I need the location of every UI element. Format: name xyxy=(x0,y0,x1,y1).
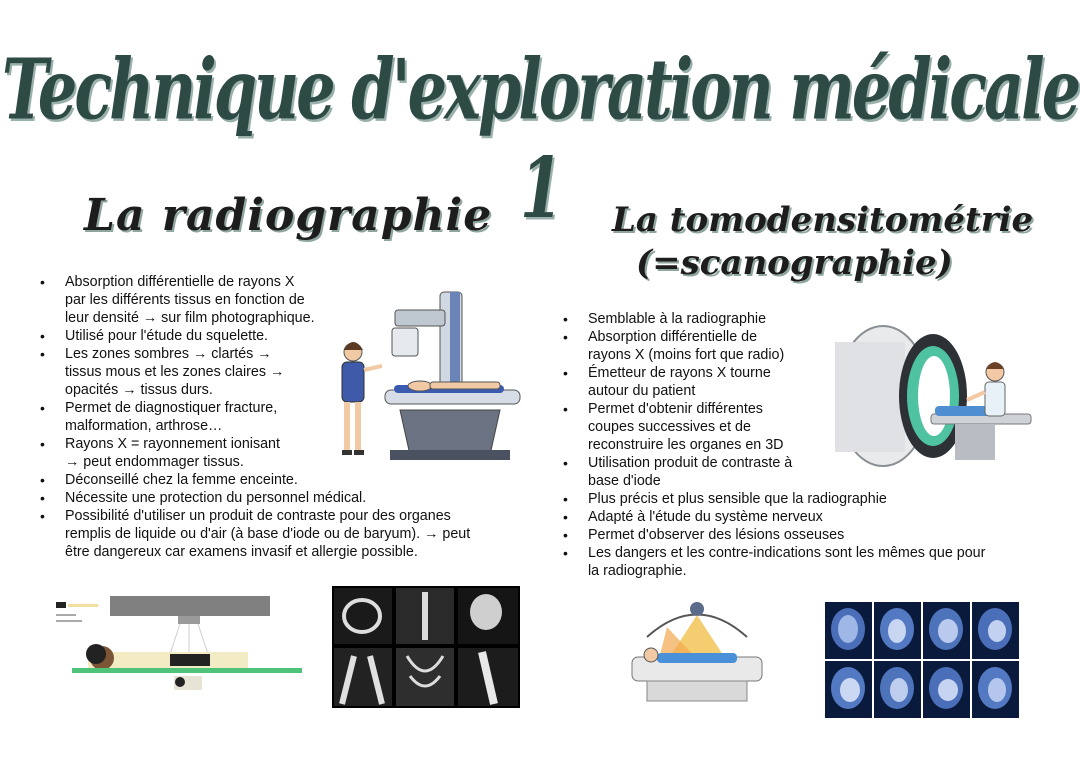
bullet-line: Les dangers et les contre-indications sont les mêmes que pour xyxy=(588,545,986,561)
bullet-line: Absorption différentielle de rayons X xyxy=(65,274,295,290)
bullet-line: Possibilité d'utiliser un produit de contraste pour des organes xyxy=(65,508,451,524)
bullet-line: Les zones sombres → clartés → xyxy=(65,346,272,362)
heading-tomodensitometrie: La tomodensitométrie xyxy=(612,200,1034,240)
bullet-line: opacités → tissus durs. xyxy=(65,382,213,398)
bullet-line: Rayons X = rayonnement ionisant xyxy=(65,436,280,452)
bullet-line: Permet d'obtenir différentes xyxy=(588,401,763,417)
bullet-line: Nécessite une protection du personnel médical. xyxy=(65,490,367,506)
list-item xyxy=(40,507,530,561)
list-item xyxy=(563,490,1053,508)
xray-machine-illustration xyxy=(330,290,530,465)
bullet-line: Plus précis et plus sensible que la radiographie xyxy=(588,491,887,507)
bullet-line: par les différents tissus en fonction de xyxy=(65,292,305,308)
list-item xyxy=(563,508,1053,526)
bullet-line: Adapté à l'étude du système nerveux xyxy=(588,509,823,525)
bullet-line: coupes successives et de xyxy=(588,419,751,435)
bullet-line: reconstruire les organes en 3D xyxy=(588,437,784,453)
bullet-line: Semblable à la radiographie xyxy=(588,311,767,327)
ct-scanner-illustration xyxy=(835,322,1035,470)
list-item xyxy=(563,526,1053,544)
bullet-line: remplis de liquide ou d'air (à base d'iode ou de baryum). → peut xyxy=(65,526,471,542)
heading-scanographie: (=scanographie) xyxy=(636,243,953,283)
bullet-line: Émetteur de rayons X tourne xyxy=(588,365,771,381)
bullet-line: autour du patient xyxy=(588,383,696,399)
bullet-line: tissus mous et les zones claires → xyxy=(65,364,285,380)
list-item xyxy=(563,544,1053,580)
brain-scan-images-grid xyxy=(824,601,1020,719)
bullet-line: leur densité → sur film photographique. xyxy=(65,310,315,326)
bullet-line: Utilisé pour l'étude du squelette. xyxy=(65,328,269,344)
xray-images-grid xyxy=(332,586,520,708)
bullet-line: rayons X (moins fort que radio) xyxy=(588,347,785,363)
bullet-line: Permet de diagnostiquer fracture, xyxy=(65,400,278,416)
page-title: Technique d'exploration médicale 1 xyxy=(1,40,1079,238)
list-item xyxy=(40,489,530,507)
ct-patient-illustration xyxy=(627,597,769,705)
radiography-diagram xyxy=(52,592,306,704)
list-item xyxy=(40,471,530,489)
bullet-line: Utilisation produit de contraste à xyxy=(588,455,793,471)
bullet-line: la radiographie. xyxy=(588,563,687,579)
heading-radiographie: La radiographie xyxy=(84,190,493,241)
bullet-line: Permet d'observer des lésions osseuses xyxy=(588,527,845,543)
bullet-line: base d'iode xyxy=(588,473,661,489)
bullet-line: Déconseillé chez la femme enceinte. xyxy=(65,472,298,488)
bullet-line: Absorption différentielle de xyxy=(588,329,758,345)
bullet-line: malformation, arthrose… xyxy=(65,418,223,434)
bullet-line: être dangereux car examens invasif et allergie possible. xyxy=(65,544,418,560)
bullet-line: → peut endommager tissus. xyxy=(65,454,244,470)
